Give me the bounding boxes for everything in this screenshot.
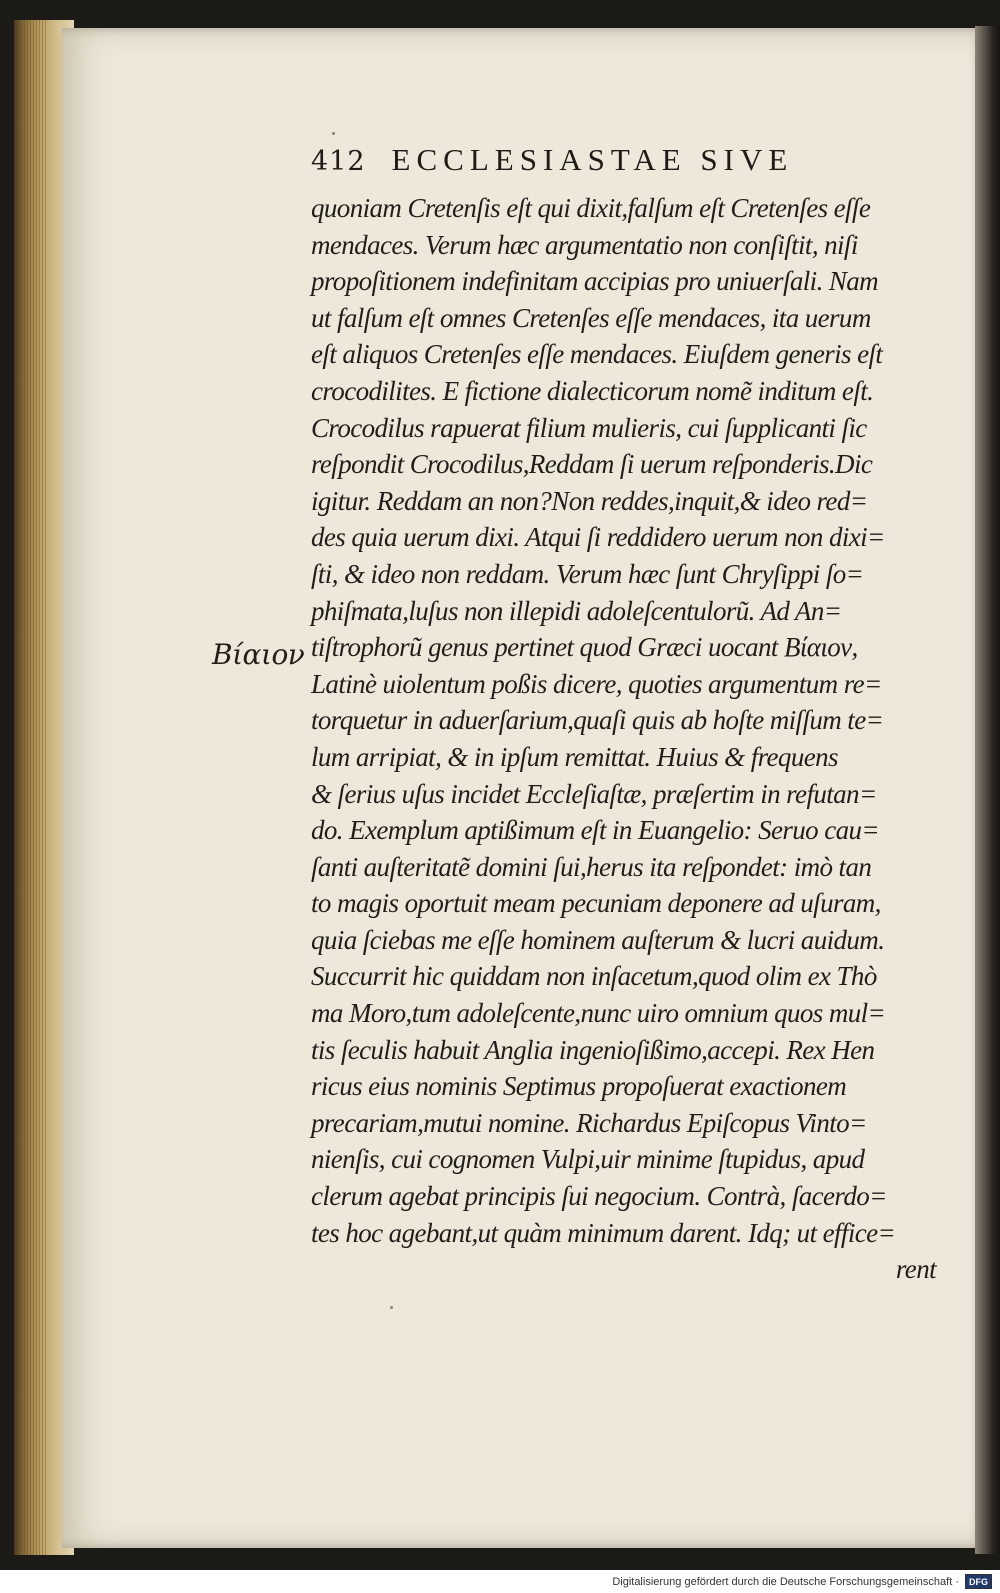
- dfg-logo-icon: DFG: [965, 1574, 992, 1589]
- body-text: [311, 190, 936, 1288]
- footer-credit: Digitalisierung gefördert durch die Deutsche Forschungsgemeinschaft ·: [612, 1575, 959, 1588]
- text-line: tes hoc agebant,ut quàm minimum darent. Idq; ut effice=: [311, 1217, 896, 1248]
- text-line: ricus eius nominis Septimus propoſuerat exactionem: [311, 1071, 847, 1102]
- page-number: 412: [311, 146, 366, 177]
- margin-note: Βίαιον: [212, 638, 305, 671]
- text-line: Latinè uiolentum poßis dicere, quoties argumentum re=: [311, 668, 882, 699]
- text-line: crocodilites. E fictione dialecticorum nomẽ inditum eſt.: [311, 375, 874, 406]
- text-line: Crocodilus rapuerat filium mulieris, cui ſupplicanti ſic: [311, 412, 867, 443]
- text-line: ſanti auſteritatẽ domini ſui,herus ita reſpondet: imò tan: [311, 851, 872, 882]
- text-line: & ſerius uſus incidet Eccleſiaſtæ, præſertim in refutan=: [311, 778, 877, 809]
- text-line: igitur. Reddam an non?Non reddes,inquit,& ideo red=: [311, 485, 868, 516]
- text-line: mendaces. Verum hæc argumentatio non conſiſtit, niſi: [311, 229, 858, 260]
- text-line: quoniam Cretenſis eſt qui dixit,falſum eſt Cretenſes eſſe: [311, 193, 871, 223]
- paper-speck: [332, 132, 335, 135]
- text-line: clerum agebat principis ſui negocium. Contrà, ſacerdo=: [311, 1181, 887, 1212]
- text-line: ut falſum eſt omnes Cretenſes eſſe mendaces, ita uerum: [311, 302, 871, 333]
- text-line: tis ſeculis habuit Anglia ingenioſißimo,accepi. Rex Hen: [311, 1034, 875, 1065]
- page-gutter-shadow: [975, 26, 1000, 1554]
- paper-speck: [390, 1306, 393, 1309]
- running-title: ECCLESIASTAE SIVE: [391, 142, 794, 177]
- text-line: quia ſciebas me eſſe hominem auſterum & lucri auidum.: [311, 924, 885, 955]
- text-line: torquetur in aduerſarium,quaſi quis ab hoſte miſſum te=: [311, 705, 884, 736]
- text-line: ſti, & ideo non reddam. Verum hæc ſunt Chryſippi ſo=: [311, 558, 864, 589]
- text-line: precariam,mutui nomine. Richardus Epiſcopus Vinto=: [311, 1107, 867, 1138]
- text-line: eſt aliquos Cretenſes eſſe mendaces. Eiuſdem generis eſt: [311, 339, 883, 370]
- text-line: to magis oportuit meam pecuniam deponere ad uſuram,: [311, 888, 881, 919]
- catchword: rent: [895, 1254, 936, 1285]
- text-line: reſpondit Crocodilus,Reddam ſi uerum reſponderis.Dic: [311, 449, 873, 480]
- text-line: do. Exemplum aptißimum eſt in Euangelio: Seruo cau=: [311, 815, 880, 846]
- text-line: lum arripiat, & in ipſum remittat. Huius & frequens: [311, 741, 838, 772]
- text-line: Succurrit hic quiddam non inſacetum,quod olim ex Thò: [311, 961, 877, 992]
- text-line: des quia uerum dixi. Atqui ſi reddidero uerum non dixi=: [311, 522, 885, 553]
- text-line: nienſis, cui cognomen Vulpi,uir minime ſtupidus, apud: [311, 1144, 865, 1175]
- footer-bar: [0, 1570, 1000, 1593]
- text-line: propoſitionem indefinitam accipias pro uniuerſali. Nam: [311, 266, 879, 297]
- text-line: ma Moro,tum adoleſcente,nunc uiro omnium quos mul=: [311, 998, 886, 1029]
- text-line: phiſmata,luſus non illepidi adoleſcentulorũ. Ad An=: [311, 595, 842, 626]
- running-head: [311, 142, 911, 186]
- text-line: tiſtrophorũ genus pertinet quod Græci uocant Βίαιον,: [311, 632, 858, 663]
